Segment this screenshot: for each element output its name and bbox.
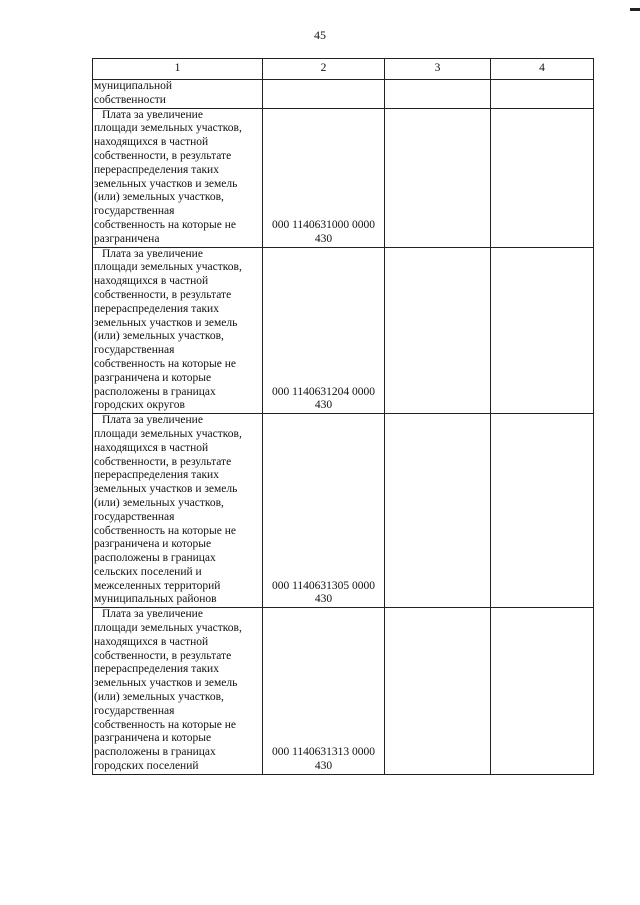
column-4-cell: [491, 414, 594, 608]
income-name-line: собственности, в результате: [94, 649, 232, 662]
income-name-line: разграничена и которые: [94, 371, 212, 384]
income-name-line: собственность на которые не: [94, 718, 236, 731]
column-4-cell: [491, 247, 594, 414]
budget-code-cell: [263, 247, 385, 414]
table-body: [93, 80, 594, 775]
income-name-line: перераспределения таких: [94, 663, 219, 676]
column-header-4: 4: [491, 59, 594, 80]
income-name-line: сельских поселений и: [94, 565, 202, 578]
column-header-1: 1: [93, 59, 263, 80]
income-name-line: собственность на которые не: [94, 357, 236, 370]
income-name-line: земельных участков и земель: [94, 677, 238, 690]
budget-code-line: 000 1140631305 0000: [271, 579, 376, 592]
income-name-line: государственная: [94, 510, 175, 523]
income-name-line: государственная: [94, 344, 175, 357]
income-name-line: собственности: [94, 93, 166, 106]
budget-code-line: 430: [314, 232, 333, 245]
page-number: 45: [314, 28, 326, 42]
income-name-line: (или) земельных участков,: [94, 330, 224, 343]
income-name-line: Плата за увеличение: [102, 108, 203, 121]
income-name-line: разграничена и которые: [94, 538, 212, 551]
column-3-cell: [385, 80, 491, 109]
income-name-line: площади земельных участков,: [94, 261, 242, 274]
column-3-cell: [385, 414, 491, 608]
income-name-line: Плата за увеличение: [102, 608, 203, 621]
income-name-line: разграничена: [94, 232, 160, 245]
income-name-line: собственности, в результате: [94, 288, 232, 301]
income-name-line: межселенных территорий: [94, 579, 221, 592]
income-name-cell: [93, 80, 263, 109]
income-name-line: муниципальной: [94, 80, 173, 92]
income-name-cell: [93, 414, 263, 608]
income-name-line: расположены в границах: [94, 746, 216, 759]
budget-code-line: 000 1140631313 0000: [271, 746, 376, 759]
income-name-line: перераспределения таких: [94, 163, 219, 176]
budget-code-line: 000 1140631000 0000: [271, 218, 376, 231]
budget-code-cell: [263, 414, 385, 608]
income-name-line: находящихся в частной: [94, 275, 209, 288]
income-name-line: городских поселений: [94, 760, 199, 773]
income-name-line: (или) земельных участков,: [94, 691, 224, 704]
income-name-line: собственность на которые не: [94, 218, 236, 231]
income-name-line: земельных участков и земель: [94, 316, 238, 329]
income-name-line: находящихся в частной: [94, 635, 209, 648]
income-name-line: перераспределения таких: [94, 302, 219, 315]
income-name-line: находящихся в частной: [94, 441, 209, 454]
income-name-line: расположены в границах: [94, 385, 216, 398]
income-name-line: собственности, в результате: [94, 455, 232, 468]
income-name-line: государственная: [94, 205, 175, 218]
income-name-line: городских округов: [94, 399, 185, 412]
income-name-line: расположены в границах: [94, 552, 216, 565]
table-row: [93, 608, 594, 775]
budget-table: [92, 58, 594, 775]
income-name-line: перераспределения таких: [94, 469, 219, 482]
budget-code-cell: [263, 80, 385, 109]
scan-corner-mark: [630, 8, 640, 11]
column-4-cell: [491, 108, 594, 247]
column-3-cell: [385, 608, 491, 775]
table-row: [93, 108, 594, 247]
income-name-line: (или) земельных участков,: [94, 191, 224, 204]
income-name-line: площади земельных участков,: [94, 622, 242, 635]
income-name-line: площади земельных участков,: [94, 427, 242, 440]
budget-code-line: 430: [314, 593, 333, 606]
income-name-line: собственность на которые не: [94, 524, 236, 537]
budget-code-line: 430: [314, 760, 333, 773]
income-name-line: государственная: [94, 704, 175, 717]
column-header-3: 3: [385, 59, 491, 80]
income-name-line: площади земельных участков,: [94, 122, 242, 135]
column-header-2: 2: [263, 59, 385, 80]
income-name-line: (или) земельных участков,: [94, 496, 224, 509]
column-4-cell: [491, 80, 594, 109]
column-4-cell: [491, 608, 594, 775]
income-name-line: собственности, в результате: [94, 149, 232, 162]
income-name-line: муниципальных районов: [94, 593, 217, 606]
income-name-cell: [93, 108, 263, 247]
table-row: [93, 247, 594, 414]
table-row: [93, 414, 594, 608]
column-3-cell: [385, 108, 491, 247]
income-name-line: разграничена и которые: [94, 732, 212, 745]
table-header-row: [93, 59, 594, 80]
table-row: [93, 80, 594, 109]
income-name-cell: [93, 608, 263, 775]
income-name-cell: [93, 247, 263, 414]
income-name-line: земельных участков и земель: [94, 177, 238, 190]
column-3-cell: [385, 247, 491, 414]
income-name-line: находящихся в частной: [94, 136, 209, 149]
income-name-line: Плата за увеличение: [102, 414, 203, 427]
budget-code-cell: [263, 108, 385, 247]
income-name-line: Плата за увеличение: [102, 247, 203, 260]
budget-code-line: 000 1140631204 0000: [271, 385, 376, 398]
budget-code-line: 430: [314, 399, 333, 412]
income-name-line: земельных участков и земель: [94, 483, 238, 496]
budget-code-cell: [263, 608, 385, 775]
